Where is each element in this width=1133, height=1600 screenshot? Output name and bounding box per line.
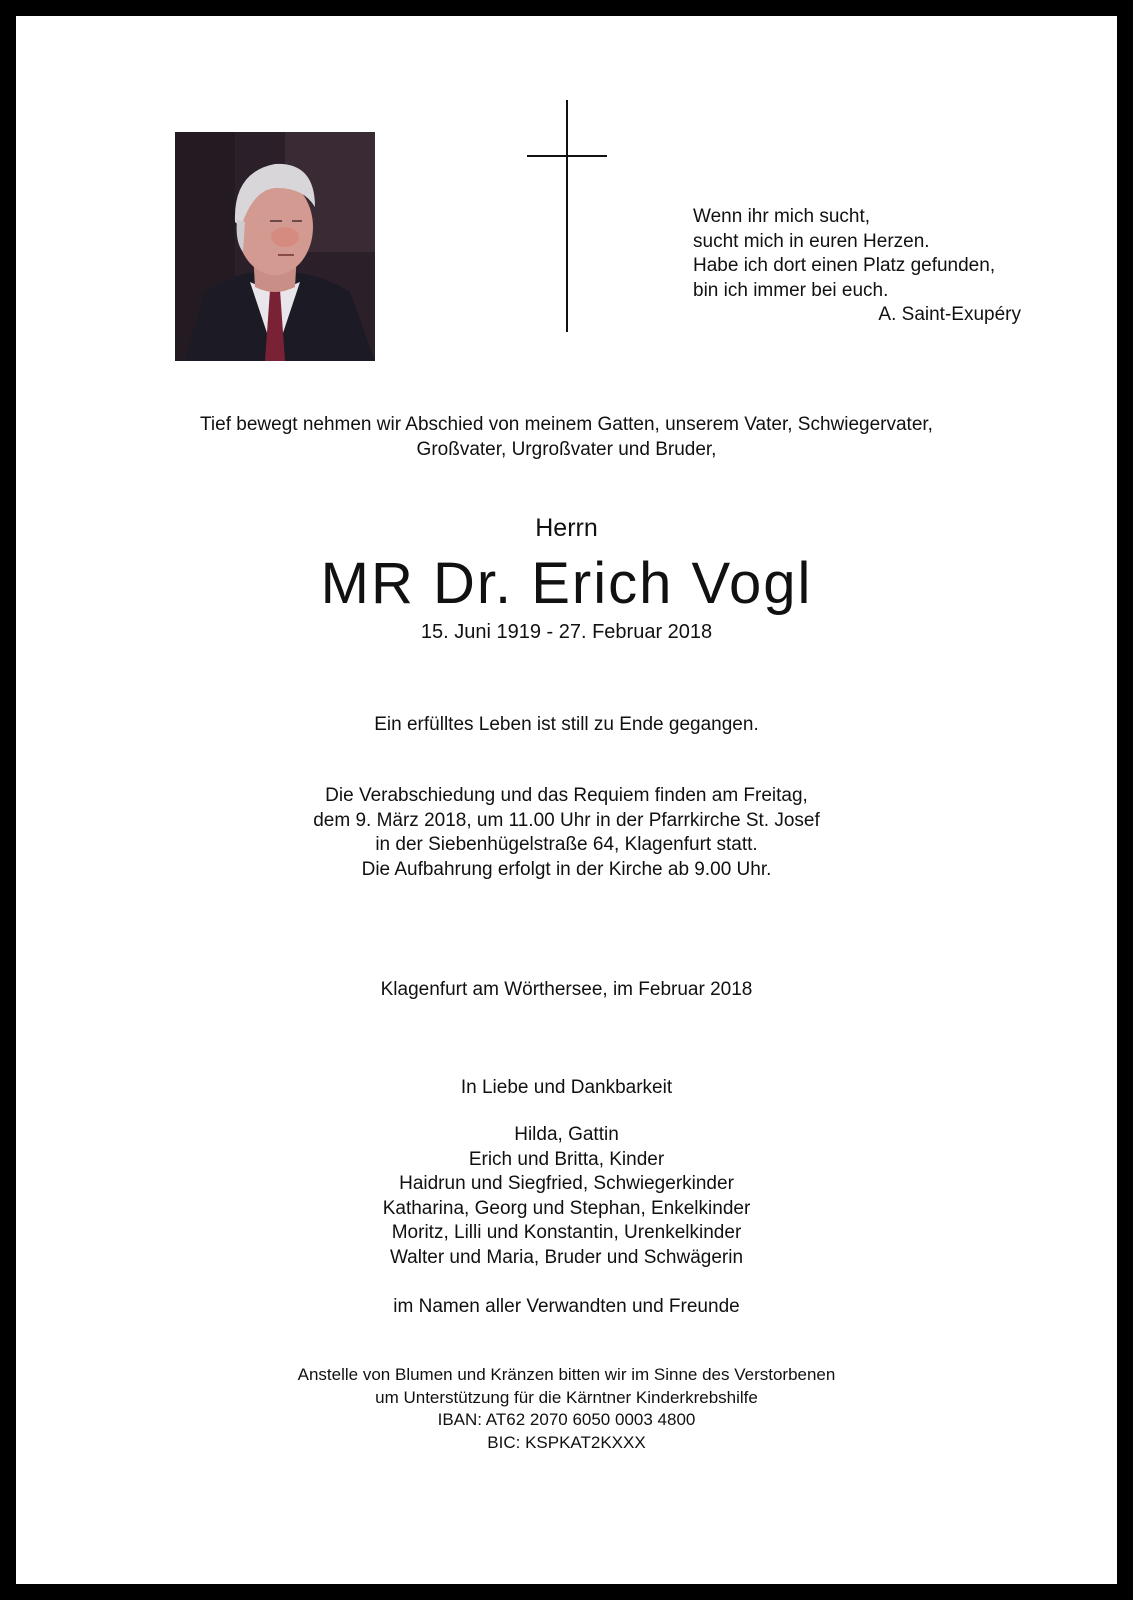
family-member: Walter und Maria, Bruder und Schwägerin	[389, 1246, 744, 1268]
quote-line: bin ich immer bei euch.	[693, 279, 889, 301]
life-statement: Ein erfülltes Leben ist still zu Ende gegangen.	[374, 714, 759, 735]
family-member: Katharina, Georg und Stephan, Enkelkinder	[382, 1197, 751, 1219]
quote-line: Habe ich dort einen Platz gefunden,	[693, 255, 996, 276]
quote-author: A. Saint-Exupéry	[878, 304, 1021, 325]
quote-block	[693, 205, 1021, 328]
quote-line: Wenn ihr mich sucht,	[693, 206, 871, 227]
cross-vertical-bar	[566, 100, 568, 332]
ceremony-info	[0, 784, 1133, 882]
deceased-name: MR Dr. Erich Vogl	[320, 551, 813, 616]
salutation: Herrn	[535, 514, 598, 542]
cross-horizontal-bar	[527, 155, 607, 157]
intro-text	[0, 412, 1133, 462]
quote-line: sucht mich in euren Herzen.	[693, 230, 930, 252]
family-list	[0, 1123, 1133, 1270]
intro-line: Tief bewegt nehmen wir Abschied von meinem Gatten, unserem Vater, Schwiegervater,	[200, 414, 933, 435]
donation-bic: BIC: KSPKAT2KXXX	[487, 1432, 646, 1452]
intro-line: Großvater, Urgroßvater und Bruder,	[416, 439, 717, 460]
ceremony-line: Die Verabschiedung und das Requiem finden am Freitag,	[325, 785, 808, 806]
family-member: Moritz, Lilli und Konstantin, Urenkelkinder	[391, 1222, 742, 1243]
donation-line: um Unterstützung für die Kärntner Kinderkrebshilfe	[375, 1387, 758, 1407]
family-member: Haidrun und Siegfried, Schwiegerkinder	[399, 1173, 734, 1194]
donation-iban: IBAN: AT62 2070 6050 0003 4800	[437, 1410, 696, 1429]
place-date: Klagenfurt am Wörthersee, im Februar 2018	[380, 979, 753, 1000]
ceremony-line: Die Aufbahrung erfolgt in der Kirche ab 9.00 Uhr.	[361, 858, 772, 880]
life-dates: 15. Juni 1919 - 27. Februar 2018	[420, 621, 713, 643]
ceremony-line: in der Siebenhügelstraße 64, Klagenfurt statt.	[375, 834, 758, 855]
family-member: Hilda, Gattin	[514, 1124, 619, 1145]
family-member: Erich und Britta, Kinder	[468, 1148, 665, 1170]
cross-icon	[527, 100, 607, 332]
donation-line: Anstelle von Blumen und Kränzen bitten wir im Sinne des Verstorbenen	[297, 1365, 836, 1384]
relatives-line: im Namen aller Verwandten und Freunde	[393, 1296, 740, 1317]
donation-info	[0, 1364, 1133, 1454]
ceremony-line: dem 9. März 2018, um 11.00 Uhr in der Pfarrkirche St. Josef	[313, 809, 820, 831]
portrait-photo	[175, 132, 375, 361]
closing-phrase: In Liebe und Dankbarkeit	[460, 1077, 673, 1098]
